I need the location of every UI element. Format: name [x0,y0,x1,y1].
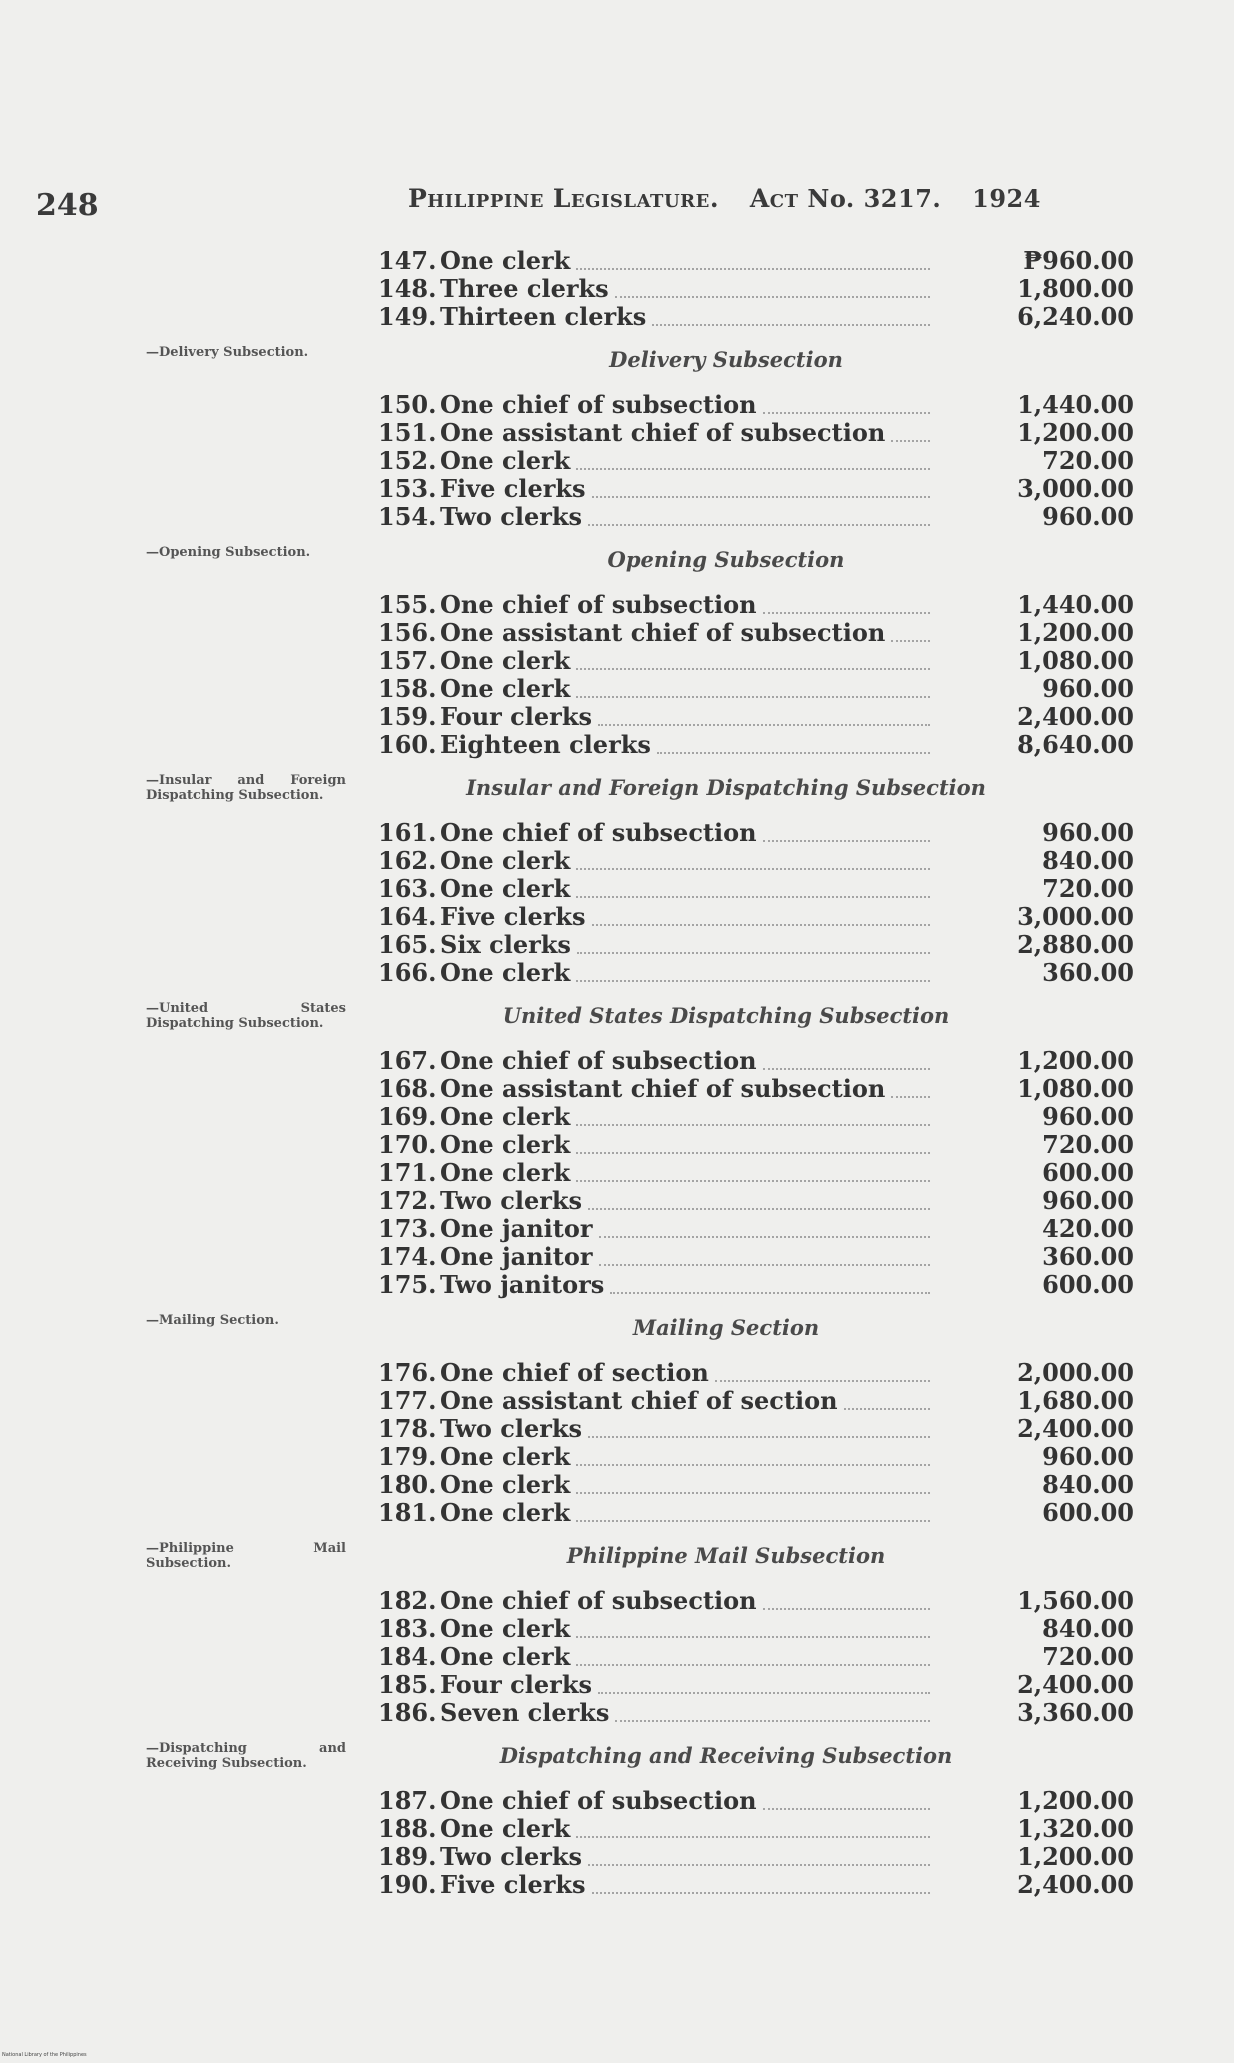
item-number: 160. [378,730,437,759]
dot-leader [577,936,930,954]
dot-leader [576,1448,930,1466]
scan-credit: National Library of the Philippines [2,2052,87,2058]
item-amount: 720.00 [1042,446,1134,475]
item-amount: 960.00 [1042,674,1134,703]
item-description: One clerk [440,674,571,703]
dot-leader [715,1364,930,1382]
item-description: Four clerks [440,1670,592,1699]
dot-leader [763,396,930,414]
header-act-number: No. 3217. [807,184,942,213]
item-amount: 840.00 [1042,846,1134,875]
list-item [378,1699,1134,1727]
item-number: 148. [378,274,437,303]
item-description: One assistant chief of subsection [440,418,886,447]
item-description: One janitor [440,1242,593,1271]
item-description-wrap [440,419,934,447]
list-item [378,847,1134,875]
item-number: 150. [378,390,437,419]
list-item [378,903,1134,931]
item-number: 163. [378,874,437,903]
item-amount: 3,000.00 [1017,474,1134,503]
item-description: Two clerks [440,1842,583,1871]
item-description: One clerk [440,1470,571,1499]
dot-leader [598,1676,930,1694]
margin-note: —Philippine Mail Subsection. [146,1541,346,1571]
item-amount: 3,000.00 [1017,902,1134,931]
item-amount: 6,240.00 [1017,302,1134,331]
item-amount: 960.00 [1042,1442,1134,1471]
item-number: 162. [378,846,437,875]
list-item [378,1387,1134,1415]
item-description-wrap [440,1075,934,1103]
item-amount: 720.00 [1042,1130,1134,1159]
list-item [378,275,1134,303]
item-description-wrap [440,1387,934,1415]
item-amount: 960.00 [1042,502,1134,531]
item-amount: 2,400.00 [1017,1870,1134,1899]
item-description: One assistant chief of subsection [440,618,886,647]
subsection-block [146,1541,1134,1727]
dot-leader [576,1108,930,1126]
item-description: One clerk [440,1814,571,1843]
list-item [378,447,1134,475]
dot-leader [576,1820,930,1838]
item-amount: 2,400.00 [1017,702,1134,731]
list-item [378,1615,1134,1643]
subsection-heading: Insular and Foreign Dispatching Subsection [466,775,986,800]
list-item [378,1359,1134,1387]
item-amount: 1,440.00 [1017,390,1134,419]
dot-leader [576,680,930,698]
item-number: 183. [378,1614,437,1643]
item-description: Five clerks [440,902,586,931]
item-description: Five clerks [440,1870,586,1899]
item-number: 170. [378,1130,437,1159]
list-item [378,1243,1134,1271]
dot-leader [592,908,930,926]
item-description-wrap [440,1131,934,1159]
dot-leader [576,852,930,870]
list-item [378,1187,1134,1215]
list-item [378,1103,1134,1131]
item-amount: 720.00 [1042,874,1134,903]
item-number: 164. [378,902,437,931]
item-description: One janitor [440,1214,593,1243]
item-amount: 1,200.00 [1017,618,1134,647]
item-description: One assistant chief of section [440,1386,838,1415]
item-description: One clerk [440,1102,571,1131]
item-description: One clerk [440,646,571,675]
item-description-wrap [440,1843,934,1871]
subsection-heading: United States Dispatching Subsection [502,1003,950,1028]
item-number: 174. [378,1242,437,1271]
list-item [378,819,1134,847]
dot-leader [576,1620,930,1638]
item-number: 161. [378,818,437,847]
item-number: 179. [378,1442,437,1471]
appropriation-list [146,246,1134,1913]
page-number: 248 [36,188,99,223]
item-description: Two janitors [440,1270,605,1299]
list-item [378,619,1134,647]
list-item [378,675,1134,703]
item-number: 171. [378,1158,437,1187]
running-header [408,184,1041,213]
item-description: Thirteen clerks [440,302,647,331]
header-act-label: Act [749,184,799,213]
subsection-heading: Opening Subsection [607,547,845,572]
item-description: Six clerks [440,930,571,959]
item-description-wrap [440,675,934,703]
list-item [378,1671,1134,1699]
dot-leader [576,652,930,670]
dot-leader [615,1704,930,1722]
item-amount: 840.00 [1042,1614,1134,1643]
dot-leader [610,1276,930,1294]
item-amount: 2,400.00 [1017,1414,1134,1443]
item-description: Two clerks [440,502,583,531]
item-number: 172. [378,1186,437,1215]
dot-leader [592,480,930,498]
item-description-wrap [440,275,934,303]
item-description-wrap [440,1499,934,1527]
item-description-wrap [440,1243,934,1271]
dot-leader [891,624,930,642]
header-title-word2: Legislature. [552,184,720,213]
item-description: One chief of subsection [440,1786,757,1815]
dot-leader [576,880,930,898]
item-amount: 1,560.00 [1017,1586,1134,1615]
dot-leader [588,1848,930,1866]
item-number: 185. [378,1670,437,1699]
initial-entries [378,247,1134,331]
item-description-wrap [440,1359,934,1387]
item-amount: 420.00 [1042,1214,1134,1243]
item-amount: 2,880.00 [1017,930,1134,959]
subsection-block [146,545,1134,759]
item-description: One assistant chief of subsection [440,1074,886,1103]
margin-note: —United States Dispatching Subsection. [146,1001,346,1031]
list-item [378,1499,1134,1527]
dot-leader [599,1248,930,1266]
item-description: One clerk [440,246,571,275]
item-description: One clerk [440,1130,571,1159]
list-item [378,1159,1134,1187]
dot-leader [598,708,930,726]
item-number: 187. [378,1786,437,1815]
item-description: One chief of section [440,1358,709,1387]
item-amount: 960.00 [1042,1102,1134,1131]
item-description-wrap [440,447,934,475]
list-item [378,1843,1134,1871]
item-amount: 600.00 [1042,1270,1134,1299]
item-description: One chief of subsection [440,818,757,847]
list-item [378,1871,1134,1899]
item-description-wrap [440,847,934,875]
dot-leader [763,596,930,614]
list-item [378,1643,1134,1671]
dot-leader [615,280,930,298]
item-number: 156. [378,618,437,647]
item-number: 178. [378,1414,437,1443]
list-item [378,1443,1134,1471]
subsection-block [146,1313,1134,1527]
list-item [378,1587,1134,1615]
item-description-wrap [440,475,934,503]
item-amount: 2,400.00 [1017,1670,1134,1699]
dot-leader [576,1136,930,1154]
item-description-wrap [440,503,934,531]
list-item [378,931,1134,959]
item-number: 182. [378,1586,437,1615]
item-description: One clerk [440,446,571,475]
dot-leader [576,1504,930,1522]
item-amount: 1,080.00 [1017,1074,1134,1103]
item-description: One chief of subsection [440,1586,757,1615]
list-item [378,1075,1134,1103]
item-amount: 840.00 [1042,1470,1134,1499]
header-year: 1924 [972,184,1041,213]
item-number: 158. [378,674,437,703]
margin-note: —Insular and Foreign Dispatching Subsection. [146,773,346,803]
list-item [378,591,1134,619]
margin-note: —Mailing Section. [146,1313,279,1328]
item-description: One clerk [440,846,571,875]
item-number: 177. [378,1386,437,1415]
item-description-wrap [440,1871,934,1899]
item-description: Four clerks [440,702,592,731]
item-number: 186. [378,1698,437,1727]
item-description: One clerk [440,958,571,987]
item-description: One clerk [440,874,571,903]
list-item [378,1787,1134,1815]
item-description-wrap [440,247,934,275]
item-description-wrap [440,1643,934,1671]
dot-leader [588,508,930,526]
dot-leader [844,1392,930,1410]
item-description: Five clerks [440,474,586,503]
list-item [378,1271,1134,1299]
item-description-wrap [440,703,934,731]
list-item [378,247,1134,275]
item-description-wrap [440,647,934,675]
item-number: 173. [378,1214,437,1243]
item-description-wrap [440,903,934,931]
item-amount: 1,200.00 [1017,1046,1134,1075]
list-item [378,1215,1134,1243]
item-description-wrap [440,819,934,847]
list-item [378,647,1134,675]
dot-leader [588,1192,930,1210]
item-description: One clerk [440,1158,571,1187]
item-number: 180. [378,1470,437,1499]
item-description: One chief of subsection [440,1046,757,1075]
subsection-heading: Mailing Section [632,1315,820,1340]
item-description: One clerk [440,1498,571,1527]
item-amount: 3,360.00 [1017,1698,1134,1727]
item-description-wrap [440,931,934,959]
subsection-block [146,773,1134,987]
dot-leader [763,824,930,842]
item-amount: 1,800.00 [1017,274,1134,303]
item-number: 176. [378,1358,437,1387]
item-number: 167. [378,1046,437,1075]
item-amount: 600.00 [1042,1498,1134,1527]
item-amount: ₱960.00 [1023,246,1134,275]
item-amount: 360.00 [1042,1242,1134,1271]
list-item [378,1471,1134,1499]
item-amount: 960.00 [1042,818,1134,847]
item-description-wrap [440,619,934,647]
item-amount: 960.00 [1042,1186,1134,1215]
item-amount: 8,640.00 [1017,730,1134,759]
subsection-heading: Philippine Mail Subsection [566,1543,886,1568]
dot-leader [763,1592,930,1610]
item-number: 168. [378,1074,437,1103]
list-item [378,875,1134,903]
item-description-wrap [440,591,934,619]
item-amount: 1,680.00 [1017,1386,1134,1415]
item-number: 165. [378,930,437,959]
item-amount: 1,200.00 [1017,418,1134,447]
item-number: 189. [378,1842,437,1871]
item-number: 147. [378,246,437,275]
subsection-block [146,1001,1134,1299]
item-description-wrap [440,1471,934,1499]
list-item [378,419,1134,447]
dot-leader [576,1164,930,1182]
dot-leader [576,1476,930,1494]
item-description: Three clerks [440,274,609,303]
list-item [378,503,1134,531]
dot-leader [592,1876,930,1894]
margin-note: —Delivery Subsection. [146,345,309,360]
item-description-wrap [440,1159,934,1187]
header-title-word1: Philippine [408,184,544,213]
dot-leader [576,1648,930,1666]
item-number: 166. [378,958,437,987]
dot-leader [891,424,930,442]
item-amount: 1,440.00 [1017,590,1134,619]
list-item [378,1047,1134,1075]
item-description-wrap [440,1615,934,1643]
item-description-wrap [440,1103,934,1131]
list-item [378,703,1134,731]
item-description-wrap [440,1187,934,1215]
item-description-wrap [440,1047,934,1075]
subsection-heading: Dispatching and Receiving Subsection [499,1743,953,1768]
item-description-wrap [440,303,934,331]
dot-leader [652,308,930,326]
item-description-wrap [440,1787,934,1815]
item-description-wrap [440,391,934,419]
item-description: One chief of subsection [440,390,757,419]
list-item [378,1415,1134,1443]
item-amount: 2,000.00 [1017,1358,1134,1387]
item-number: 169. [378,1102,437,1131]
item-amount: 1,080.00 [1017,646,1134,675]
list-item [378,959,1134,987]
item-number: 154. [378,502,437,531]
item-description-wrap [440,1671,934,1699]
item-description-wrap [440,1815,934,1843]
subsection-heading: Delivery Subsection [609,347,843,372]
item-number: 181. [378,1498,437,1527]
margin-note: —Opening Subsection. [146,545,311,560]
item-amount: 1,200.00 [1017,1786,1134,1815]
dot-leader [576,252,930,270]
item-amount: 600.00 [1042,1158,1134,1187]
item-number: 153. [378,474,437,503]
item-description: One clerk [440,1442,571,1471]
margin-note: —Dispatching and Receiving Subsection. [146,1741,346,1771]
dot-leader [763,1792,930,1810]
item-amount: 1,320.00 [1017,1814,1134,1843]
list-item [378,303,1134,331]
item-description-wrap [440,1587,934,1615]
item-description: One clerk [440,1614,571,1643]
dot-leader [891,1080,930,1098]
item-description-wrap [440,875,934,903]
item-description-wrap [440,1443,934,1471]
item-description: Two clerks [440,1414,583,1443]
item-number: 151. [378,418,437,447]
subsection-block [146,1741,1134,1899]
item-description: Seven clerks [440,1698,610,1727]
item-number: 188. [378,1814,437,1843]
list-item [378,475,1134,503]
list-item [378,391,1134,419]
item-description-wrap [440,1415,934,1443]
item-description: Two clerks [440,1186,583,1215]
dot-leader [657,736,930,754]
item-description: One clerk [440,1642,571,1671]
item-amount: 1,200.00 [1017,1842,1134,1871]
item-number: 184. [378,1642,437,1671]
item-number: 190. [378,1870,437,1899]
dot-leader [588,1420,930,1438]
item-description-wrap [440,1271,934,1299]
item-description-wrap [440,959,934,987]
list-item [378,1131,1134,1159]
item-amount: 720.00 [1042,1642,1134,1671]
item-number: 159. [378,702,437,731]
item-number: 152. [378,446,437,475]
list-item [378,1815,1134,1843]
item-description: Eighteen clerks [440,730,651,759]
item-number: 155. [378,590,437,619]
dot-leader [599,1220,930,1238]
subsection-block [146,345,1134,531]
item-description-wrap [440,731,934,759]
dot-leader [576,964,930,982]
item-description-wrap [440,1215,934,1243]
dot-leader [763,1052,930,1070]
item-amount: 360.00 [1042,958,1134,987]
dot-leader [576,452,930,470]
item-number: 175. [378,1270,437,1299]
item-number: 157. [378,646,437,675]
item-description-wrap [440,1699,934,1727]
list-item [378,731,1134,759]
item-description: One chief of subsection [440,590,757,619]
item-number: 149. [378,302,437,331]
